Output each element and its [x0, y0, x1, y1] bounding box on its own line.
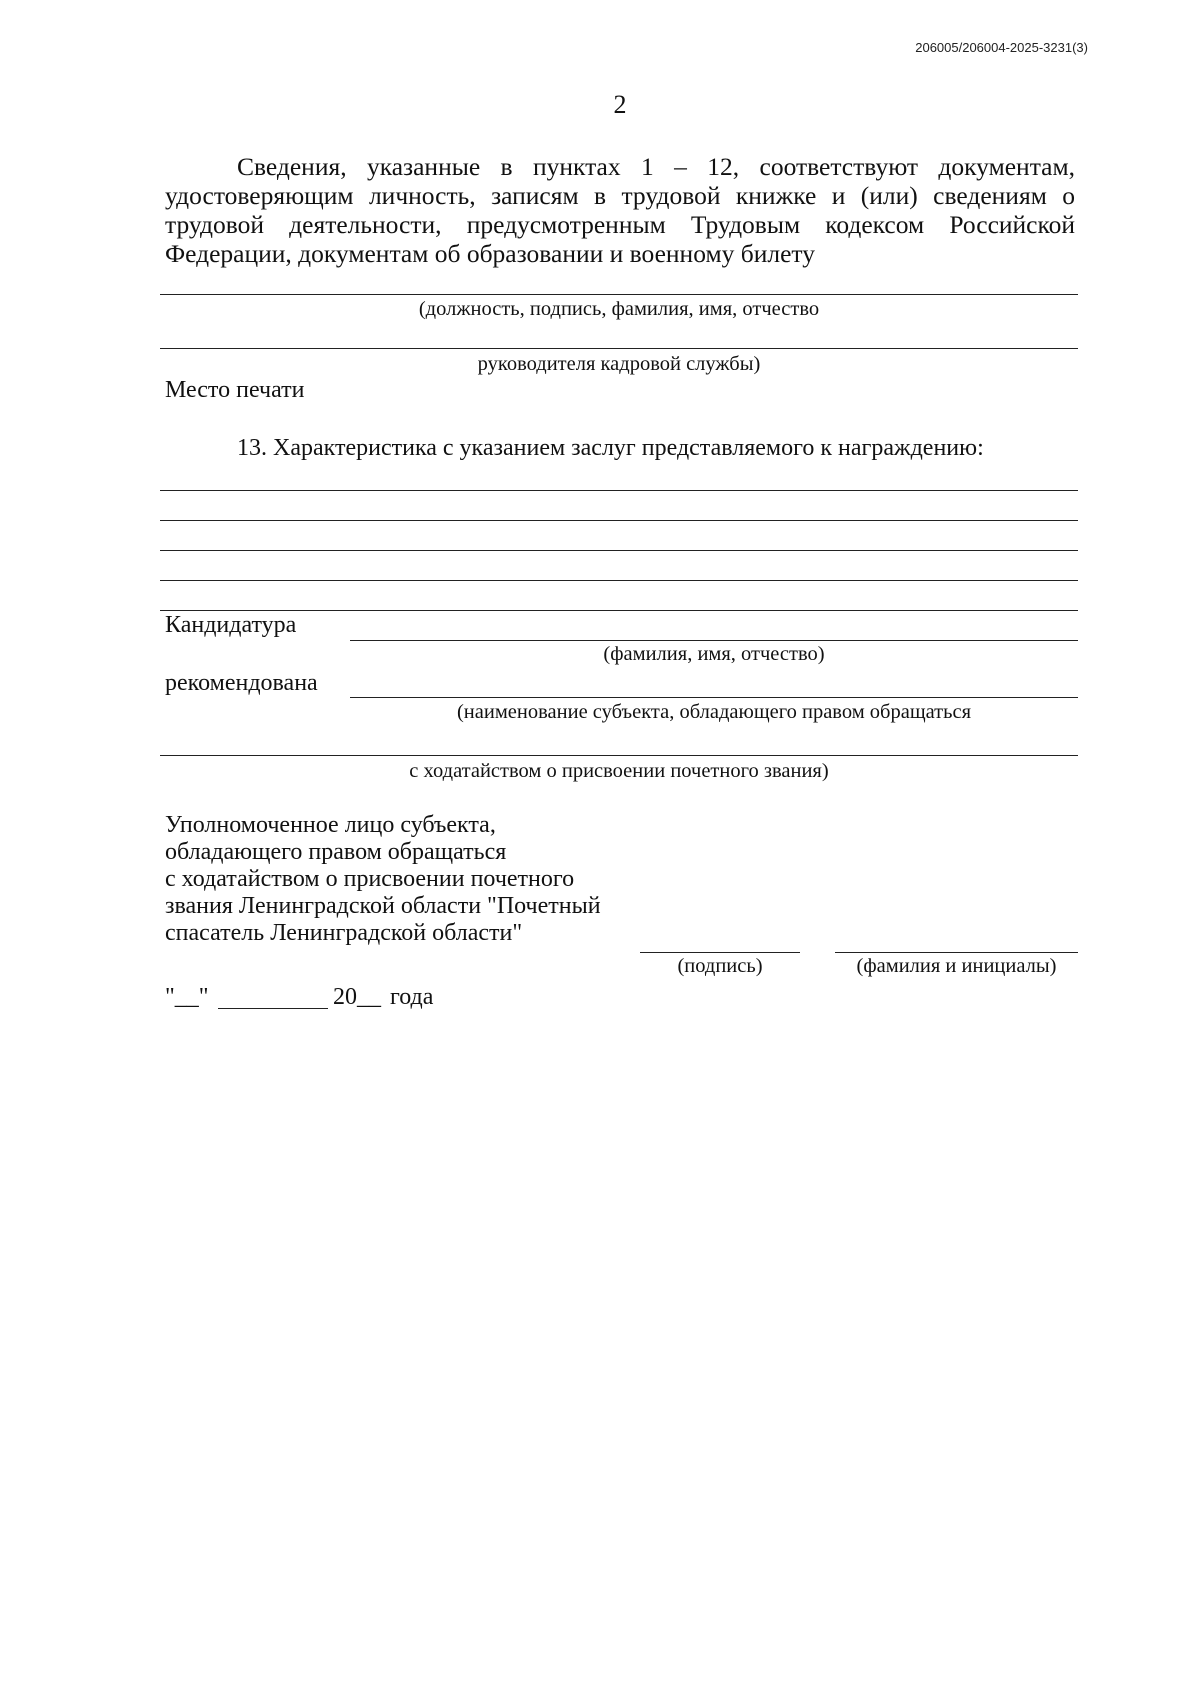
candidate-name-line [350, 640, 1078, 641]
authorized-line-4: звания Ленинградской области "Почетный [165, 893, 601, 919]
initials-line [835, 952, 1078, 953]
recommended-label: рекомендована [165, 670, 318, 696]
intro-paragraph [165, 152, 1075, 268]
stamp-place-label: Место печати [165, 377, 305, 403]
signature-caption: (подпись) [677, 955, 763, 977]
characteristic-line-3 [160, 550, 1078, 551]
document-registration-number: 206005/206004-2025-3231(3) [915, 40, 1088, 55]
initials-caption: (фамилия и инициалы) [856, 955, 1057, 977]
intro-paragraph-text: Сведения, указанные в пунктах 1 – 12, соответствуют документам, удостоверяющим личность, записям в трудовой книжке и (или) сведениям о трудовой деятельности, предусмотренным Трудовым кодексом Российской Федерации, документам об образовании и военному билету [165, 152, 1075, 268]
date-suffix: года [390, 984, 434, 1010]
characteristic-line-5 [160, 610, 1078, 611]
hr-caption-1: (должность, подпись, фамилия, имя, отчество [418, 298, 820, 320]
hr-caption-2: руководителя кадровой службы) [477, 353, 761, 375]
recommending-subject-line-2 [160, 755, 1078, 756]
item-13-title: 13. Характеристика с указанием заслуг представляемого к награждению: [237, 435, 984, 461]
characteristic-line-4 [160, 580, 1078, 581]
candidate-label: Кандидатура [165, 612, 297, 638]
date-quotes: "__" [165, 984, 209, 1010]
characteristic-line-2 [160, 520, 1078, 521]
page-number: 2 [613, 90, 627, 119]
candidate-caption: (фамилия, имя, отчество) [603, 643, 825, 665]
authorized-line-1: Уполномоченное лицо субъекта, [165, 812, 496, 838]
date-month-line [218, 1008, 328, 1009]
authorized-line-5: спасатель Ленинградской области" [165, 920, 523, 946]
characteristic-line-1 [160, 490, 1078, 491]
authorized-person-block [165, 812, 601, 947]
hr-signature-line-2 [160, 348, 1078, 349]
date-year: 20__ [333, 984, 381, 1010]
authorized-line-3: с ходатайством о присвоении почетного [165, 866, 575, 892]
hr-signature-line-1 [160, 294, 1078, 295]
authorized-line-2: обладающего правом обращаться [165, 839, 507, 865]
subject-caption-1: (наименование субъекта, обладающего правом обращаться [456, 701, 972, 723]
subject-caption-2: с ходатайством о присвоении почетного звания) [409, 760, 829, 782]
signature-line [640, 952, 800, 953]
recommending-subject-line [350, 697, 1078, 698]
